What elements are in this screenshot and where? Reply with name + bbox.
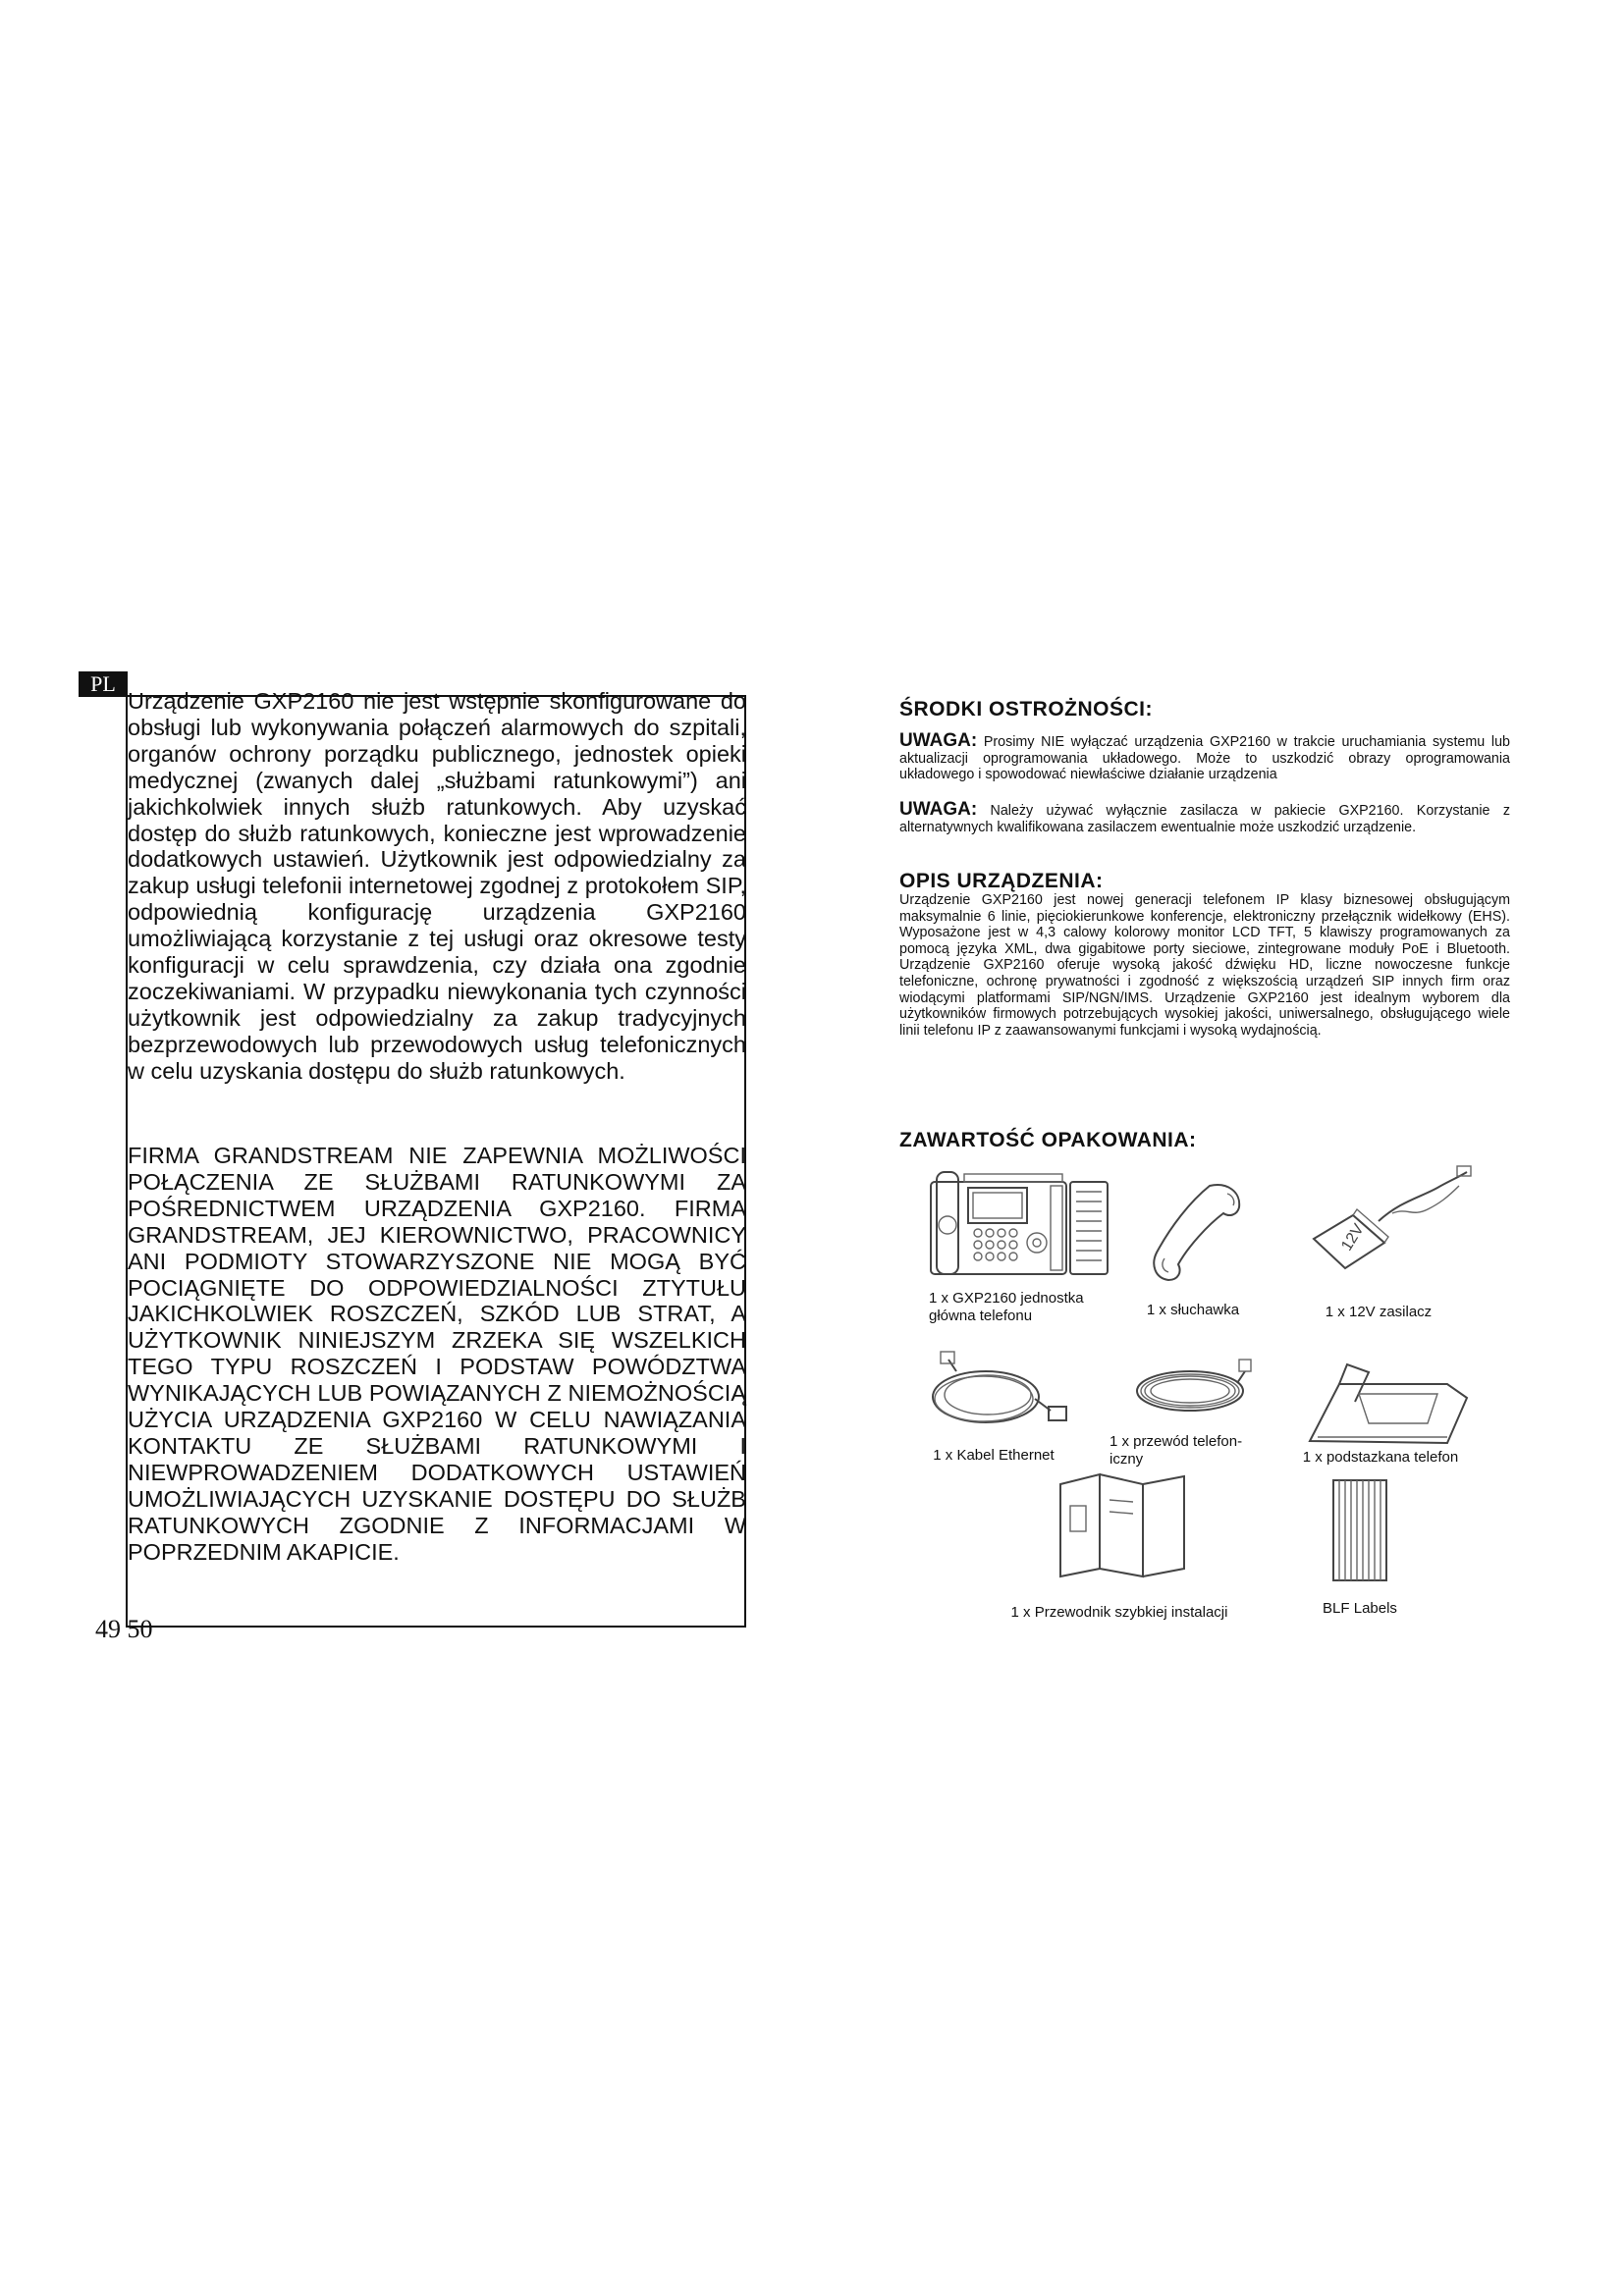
package-contents-heading: ZAWARTOŚĆ OPAKOWANIA: xyxy=(899,1129,1197,1151)
package-item-label: 1 x Przewodnik szybkiej instalacji xyxy=(1010,1604,1228,1621)
package-item-label: 1 x podstazkana telefon xyxy=(1302,1449,1459,1466)
phone-main-unit-illustration xyxy=(929,1168,1110,1278)
phone-stand-illustration xyxy=(1300,1355,1477,1453)
phone-cord-illustration xyxy=(1129,1350,1257,1428)
warning-label: UWAGA: xyxy=(899,730,978,751)
warning-label: UWAGA: xyxy=(899,799,978,820)
device-description-heading: OPIS URZĄDZENIA: xyxy=(899,870,1104,892)
emergency-notice-paragraph: Urządzenie GXP2160 nie jest wstępnie skonfigurowane do obsługi lub wykonywania połączeń alarmowych do szpitali, organów ochrony porządku publicznego, jednostek opieki medycznej (zwanych dalej „służbami ratunkowymi”) ani jakichkolwiek innych służb ratunkowych. Aby uzyskać dostęp do służb ratunkowych, konieczne jest wprowadzenie dodatkowych ustawień. Użytkownik jest odpowiedzialny za zakup usługi telefonii internetowej zgodnej z protokołem SIP, odpowiednią konfigurację urządzenia GXP2160 umożliwiającą korzystanie z tej usługi oraz okresowe testy konfiguracji w celu sprawdzenia, czy działa ona zgodnie zoczekiwaniami. W przypadku niewykonania tych czynności użytkownik jest odpowiedzialny za zakup tradycyjnych bezprzewodowych lub przewodowych usług telefonicznych w celu uzyskania dostępu do służb ratunkowych. xyxy=(128,688,746,1084)
precautions-heading: ŚRODKI OSTROŻNOŚCI: xyxy=(899,698,1154,721)
device-description-text: Urządzenie GXP2160 jest nowej generacji telefonem IP klasy biznesowej obsługującym maksymalnie 6 linie, pięciokierunkowe konferencje, elektroniczny przełącznik widełkowy (EHS). Wyposażone jest w 4,3 calowy kolorowy monitor LCD TFT, 5 klawiszy programowanych za pomocą języka XML, dwa gigabitowe porty sieciowe, zintegrowane moduły PoE i Bluetooth. Urządzenie GXP2160 oferuje wysoką jakość dźwięku HD, liczne nowoczesne funkcje telefoniczne, ochronę prywatności i zgodność z większością urządzeń SIP innych firm oraz wiodącymi platformami SIP/NGN/IMS. Urządzenie GXP2160 jest idealnym wyborem dla użytkowników firmowych potrzebujących wysokiej jakości, uniwersalnego, obsługującego wiele linii telefonu IP z zaawansowanymi funkcjami i wysoką wydajnością. xyxy=(899,892,1510,1039)
page-numbers: 49 50 xyxy=(95,1615,153,1643)
package-item-label: 1 x Kabel Ethernet xyxy=(933,1447,1055,1464)
package-item-label: 1 x 12V zasilacz xyxy=(1325,1304,1433,1320)
warning-text: Należy używać wyłącznie zasilacza w pakiecie GXP2160. Korzystanie z alternatywnych kwalifikowana zasilaczem ewentualnie może uszkodzić urządzenie. xyxy=(899,803,1510,835)
blf-labels-illustration xyxy=(1327,1476,1396,1584)
quick-install-guide-illustration xyxy=(1055,1472,1192,1580)
adapter-voltage-marking: 12V xyxy=(1338,1221,1368,1255)
package-item-label: 1 x słuchawka xyxy=(1146,1302,1240,1318)
language-tag: PL xyxy=(79,671,128,697)
liability-disclaimer-paragraph: FIRMA GRANDSTREAM NIE ZAPEWNIA MOŻLIWOŚCI POŁĄCZENIA ZE SŁUŻBAMI RATUNKOWYMI ZA POŚREDNICTWEM URZĄDZENIA GXP2160. FIRMA GRANDSTREAM, JEJ KIEROWNICTWO, PRACOWNICY ANI PODMIOTY STOWARZYSZONE NIE MOGĄ BYĆ POCIĄGNIĘTE DO ODPOWIEDZIALNOŚCI ZTYTUŁU JAKICHKOLWIEK ROSZCZEŃ, SZKÓD LUB STRAT, A UŻYTKOWNIK NINIEJSZYM ZRZEKA SIĘ WSZELKICH TEGO TYPU ROSZCZEŃ I PODSTAW POWÓDZTWA WYNIKAJĄCYCH LUB POWIĄZANYCH Z NIEMOŻNOŚCIĄ UŻYCIA URZĄDZENIA GXP2160 W CELU NAWIĄZANIA KONTAKTU ZE SŁUŻBAMI RATUNKOWYMI I NIEWPROWADZENIEM DODATKOWYCH USTAWIEŃ UMOŻLIWIAJĄCYCH UZYSKANIE DOSTĘPU DO SŁUŻB RATUNKOWYCH ZGODNIE Z INFORMACJAMI W POPRZEDNIM AKAPICIE. xyxy=(128,1143,746,1565)
warning-power-adapter xyxy=(899,799,1510,835)
handset-illustration xyxy=(1149,1178,1247,1286)
package-item-label: BLF Labels xyxy=(1323,1600,1397,1617)
warning-power-off xyxy=(899,730,1510,783)
warning-text: Prosimy NIE wyłączać urządzenia GXP2160 w trakcie uruchamiania systemu lub aktualizacji oprogramowania układowego. Może to uszkodzić obrazy oprogramowania układowego i spowodować niewłaściwe działanie urządzenia xyxy=(899,734,1510,783)
ethernet-cable-illustration xyxy=(927,1350,1074,1438)
package-item-label: 1 x GXP2160 jednostka główna telefonu xyxy=(929,1290,1084,1324)
power-adapter-illustration xyxy=(1310,1158,1477,1276)
package-item-label: 1 x przewód telefon- iczny xyxy=(1110,1433,1243,1468)
